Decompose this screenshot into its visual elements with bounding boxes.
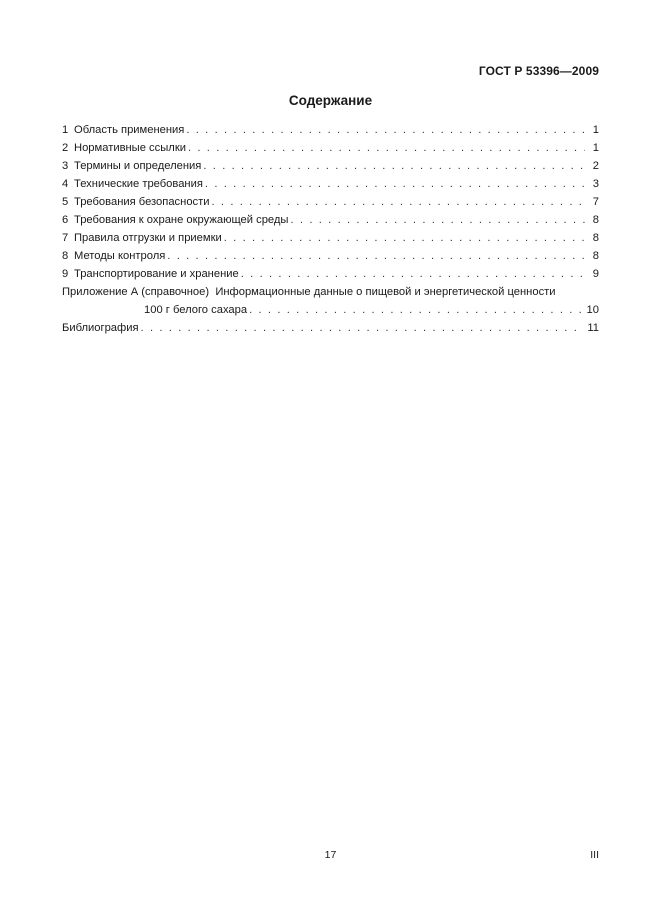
- toc-item-page: 2: [592, 160, 599, 172]
- toc-item-title: Правила отгрузки и приемки: [74, 232, 222, 244]
- toc-item-title: Технические требования: [74, 178, 203, 190]
- toc-item-number: 1: [62, 124, 69, 136]
- toc-item-title: Методы контроля: [74, 250, 166, 262]
- toc-item-2[interactable]: [62, 139, 599, 157]
- document-code: ГОСТ Р 53396—2009: [478, 64, 599, 78]
- toc-dot-leader: [186, 121, 585, 139]
- footer-roman-page-number: III: [590, 849, 599, 861]
- toc-item-bibliography[interactable]: [62, 319, 599, 337]
- toc-item-7[interactable]: [62, 229, 599, 247]
- toc-item-title: Требования безопасности: [74, 196, 210, 208]
- toc-dot-leader: [224, 229, 585, 247]
- toc-item-title: Область применения: [74, 124, 185, 136]
- toc-item-title: Библиография: [62, 322, 139, 334]
- toc-item-title: Нормативные ссылки: [74, 142, 186, 154]
- toc-title: Содержание: [288, 93, 373, 108]
- toc-item-page: 9: [592, 268, 599, 280]
- toc-item-appendix-a[interactable]: [62, 283, 599, 319]
- toc-item-5[interactable]: [62, 193, 599, 211]
- toc-dot-leader: [249, 301, 582, 319]
- toc-item-3[interactable]: [62, 157, 599, 175]
- appendix-title-line2: 100 г белого сахара: [144, 304, 248, 316]
- toc-dot-leader: [290, 211, 585, 229]
- toc-item-page: 8: [592, 232, 599, 244]
- toc-dot-leader: [141, 319, 584, 337]
- toc-item-number: 7: [62, 232, 69, 244]
- toc-item-9[interactable]: [62, 265, 599, 283]
- appendix-title-line1: Информационные данные о пищевой и энергетической ценности: [215, 286, 556, 298]
- toc-item-page: 11: [587, 322, 599, 334]
- toc-item-number: 5: [62, 196, 69, 208]
- footer-page-number: 17: [324, 849, 337, 861]
- toc-item-number: 8: [62, 250, 69, 262]
- toc-dot-leader: [241, 265, 585, 283]
- toc-item-1[interactable]: [62, 121, 599, 139]
- toc-item-number: 6: [62, 214, 69, 226]
- appendix-first-line: [62, 283, 599, 301]
- toc-item-4[interactable]: [62, 175, 599, 193]
- toc-item-number: 2: [62, 142, 69, 154]
- toc-item-page: 1: [592, 142, 599, 154]
- toc-item-title: Требования к охране окружающей среды: [74, 214, 289, 226]
- toc-dot-leader: [205, 175, 585, 193]
- toc-dot-leader: [203, 157, 585, 175]
- toc-item-page: 8: [592, 250, 599, 262]
- table-of-contents: [62, 121, 599, 337]
- toc-item-6[interactable]: [62, 211, 599, 229]
- toc-item-page: 3: [592, 178, 599, 190]
- appendix-label: Приложение А (справочное): [62, 286, 210, 298]
- toc-dot-leader: [167, 247, 585, 265]
- toc-item-number: 9: [62, 268, 69, 280]
- toc-item-title: Транспортирование и хранение: [74, 268, 239, 280]
- toc-item-page: 7: [592, 196, 599, 208]
- toc-item-page: 8: [592, 214, 599, 226]
- toc-dot-leader: [188, 139, 585, 157]
- toc-item-page: 10: [586, 304, 599, 316]
- toc-item-8[interactable]: [62, 247, 599, 265]
- toc-item-page: 1: [592, 124, 599, 136]
- toc-item-number: 3: [62, 160, 69, 172]
- toc-dot-leader: [212, 193, 585, 211]
- toc-item-title: Термины и определения: [74, 160, 202, 172]
- appendix-second-line: [62, 301, 599, 319]
- toc-item-number: 4: [62, 178, 69, 190]
